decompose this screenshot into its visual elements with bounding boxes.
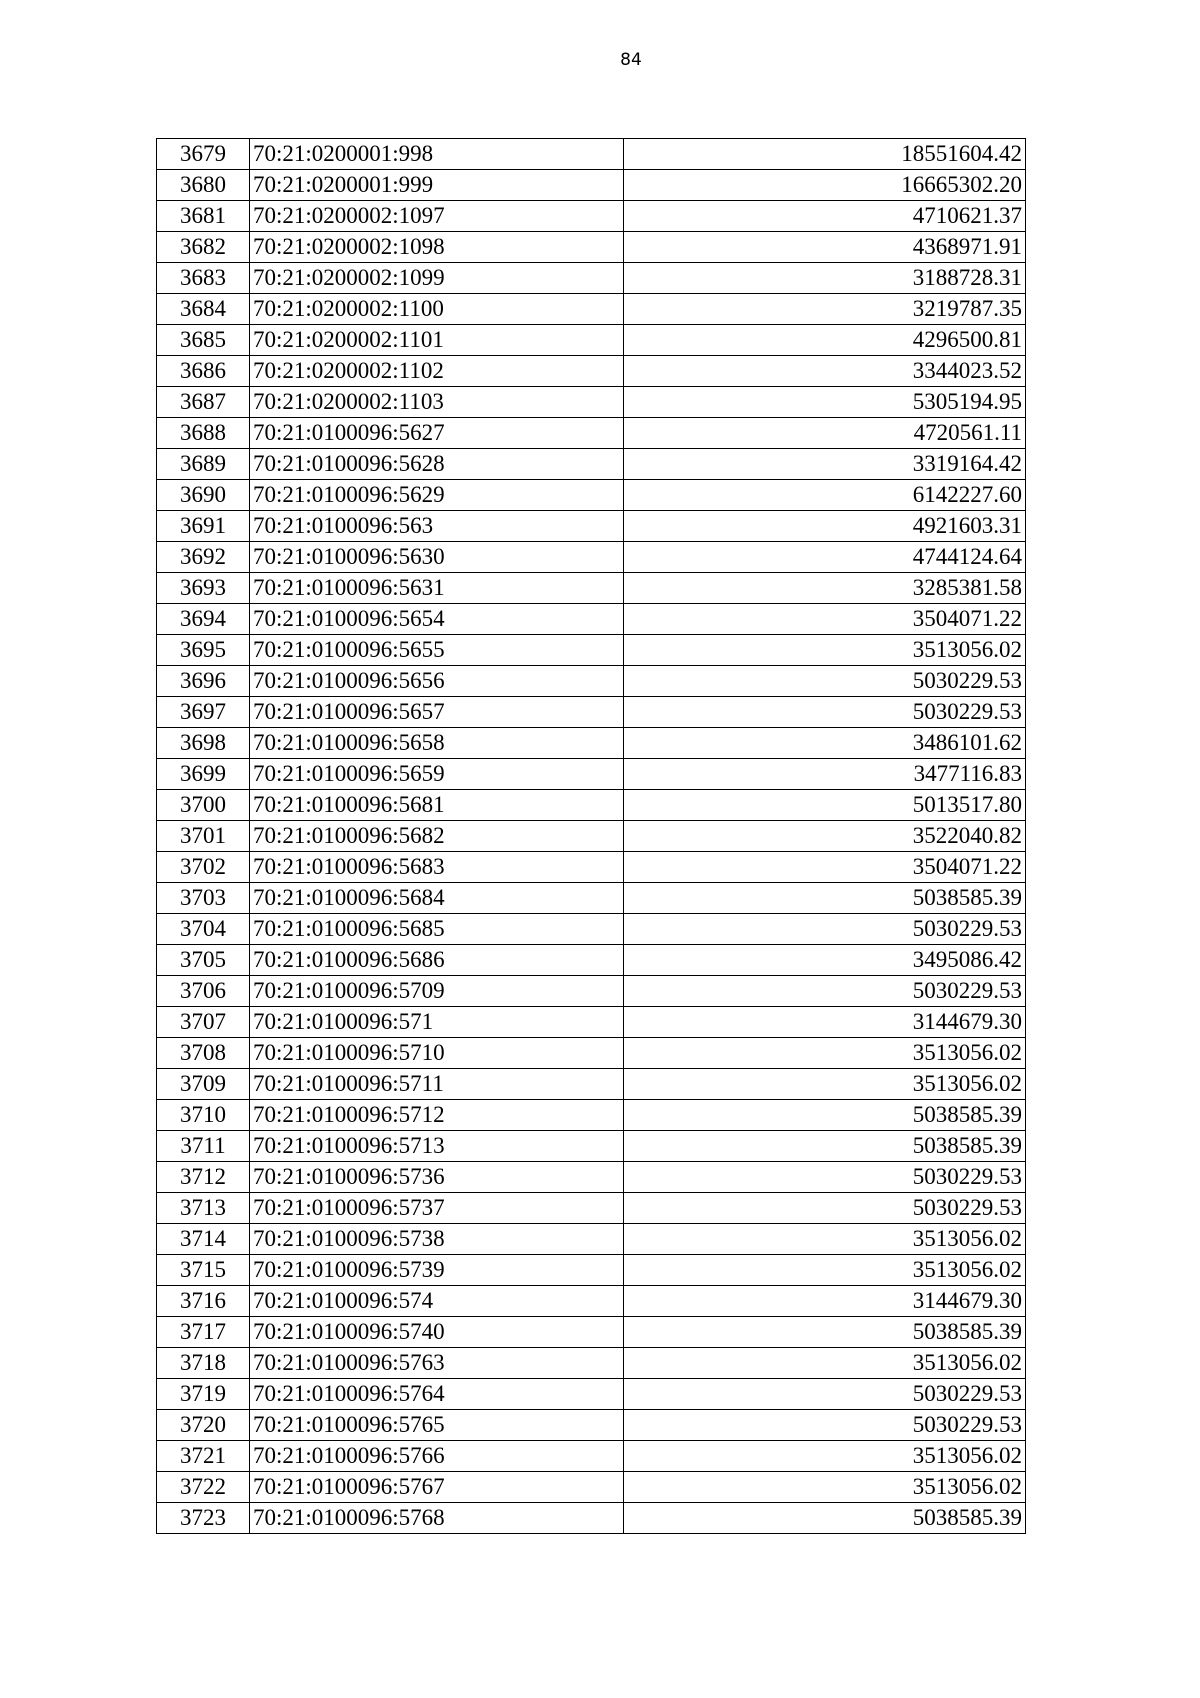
cadastral-number-cell: 70:21:0100096:5681 [250,790,624,821]
table-row [157,945,1026,976]
value-cell: 3513056.02 [624,1441,1026,1472]
cadastral-number-cell: 70:21:0100096:5629 [250,480,624,511]
value-cell: 5038585.39 [624,1503,1026,1534]
value-cell: 16665302.20 [624,170,1026,201]
row-number-cell: 3705 [157,945,250,976]
table-body [157,139,1026,1534]
cadastral-number-cell: 70:21:0100096:563 [250,511,624,542]
table-row [157,263,1026,294]
value-cell: 3513056.02 [624,1348,1026,1379]
value-cell: 3495086.42 [624,945,1026,976]
value-cell: 5038585.39 [624,883,1026,914]
value-cell: 5013517.80 [624,790,1026,821]
cadastral-number-cell: 70:21:0100096:5628 [250,449,624,480]
row-number-cell: 3700 [157,790,250,821]
table-row [157,1224,1026,1255]
value-cell: 5030229.53 [624,976,1026,1007]
cadastral-number-cell: 70:21:0100096:5654 [250,604,624,635]
row-number-cell: 3682 [157,232,250,263]
cadastral-number-cell: 70:21:0100096:5709 [250,976,624,1007]
cadastral-number-cell: 70:21:0100096:5685 [250,914,624,945]
table-row [157,170,1026,201]
cadastral-number-cell: 70:21:0200002:1102 [250,356,624,387]
table-row [157,1286,1026,1317]
cadastral-number-cell: 70:21:0100096:5711 [250,1069,624,1100]
value-cell: 3344023.52 [624,356,1026,387]
row-number-cell: 3696 [157,666,250,697]
value-cell: 5038585.39 [624,1317,1026,1348]
cadastral-number-cell: 70:21:0100096:5656 [250,666,624,697]
cadastral-number-cell: 70:21:0200002:1103 [250,387,624,418]
row-number-cell: 3679 [157,139,250,170]
value-cell: 3285381.58 [624,573,1026,604]
row-number-cell: 3711 [157,1131,250,1162]
value-cell: 5030229.53 [624,666,1026,697]
table-row [157,418,1026,449]
row-number-cell: 3699 [157,759,250,790]
cadastral-number-cell: 70:21:0200002:1101 [250,325,624,356]
cadastral-number-cell: 70:21:0100096:5630 [250,542,624,573]
value-cell: 4744124.64 [624,542,1026,573]
value-cell: 3504071.22 [624,852,1026,883]
table-row [157,1255,1026,1286]
cadastral-number-cell: 70:21:0100096:5765 [250,1410,624,1441]
table-row [157,1317,1026,1348]
cadastral-number-cell: 70:21:0100096:5736 [250,1162,624,1193]
row-number-cell: 3710 [157,1100,250,1131]
cadastral-number-cell: 70:21:0200002:1100 [250,294,624,325]
cadastral-number-cell: 70:21:0100096:5659 [250,759,624,790]
cadastral-number-cell: 70:21:0100096:5737 [250,1193,624,1224]
table-row [157,1038,1026,1069]
table-row [157,1193,1026,1224]
value-cell: 3513056.02 [624,1472,1026,1503]
cadastral-number-cell: 70:21:0200001:998 [250,139,624,170]
row-number-cell: 3695 [157,635,250,666]
row-number-cell: 3709 [157,1069,250,1100]
table-row [157,1472,1026,1503]
cadastral-number-cell: 70:21:0100096:5712 [250,1100,624,1131]
table-row [157,759,1026,790]
cadastral-number-cell: 70:21:0100096:5767 [250,1472,624,1503]
table-row [157,325,1026,356]
cadastral-number-cell: 70:21:0100096:5627 [250,418,624,449]
row-number-cell: 3707 [157,1007,250,1038]
cadastral-number-cell: 70:21:0100096:5631 [250,573,624,604]
value-cell: 3188728.31 [624,263,1026,294]
table-row [157,201,1026,232]
value-cell: 3513056.02 [624,1224,1026,1255]
table-row [157,511,1026,542]
value-cell: 4710621.37 [624,201,1026,232]
cadastral-number-cell: 70:21:0100096:5738 [250,1224,624,1255]
cadastral-number-cell: 70:21:0200002:1097 [250,201,624,232]
cadastral-number-cell: 70:21:0100096:5764 [250,1379,624,1410]
value-cell: 3513056.02 [624,1038,1026,1069]
row-number-cell: 3687 [157,387,250,418]
table-row [157,1441,1026,1472]
table-row [157,728,1026,759]
table-row [157,1162,1026,1193]
row-number-cell: 3680 [157,170,250,201]
table-row [157,914,1026,945]
row-number-cell: 3723 [157,1503,250,1534]
cadastral-number-cell: 70:21:0100096:5657 [250,697,624,728]
table-row [157,976,1026,1007]
table-row [157,1131,1026,1162]
value-cell: 5030229.53 [624,697,1026,728]
row-number-cell: 3685 [157,325,250,356]
row-number-cell: 3717 [157,1317,250,1348]
row-number-cell: 3721 [157,1441,250,1472]
cadastral-number-cell: 70:21:0200002:1098 [250,232,624,263]
cadastral-number-cell: 70:21:0100096:5740 [250,1317,624,1348]
cadastral-number-cell: 70:21:0100096:5768 [250,1503,624,1534]
cadastral-number-cell: 70:21:0100096:5655 [250,635,624,666]
value-cell: 3144679.30 [624,1286,1026,1317]
table-row [157,232,1026,263]
row-number-cell: 3686 [157,356,250,387]
row-number-cell: 3683 [157,263,250,294]
row-number-cell: 3701 [157,821,250,852]
table-row [157,1410,1026,1441]
value-cell: 3513056.02 [624,635,1026,666]
table-row [157,480,1026,511]
table-row [157,1069,1026,1100]
value-cell: 5038585.39 [624,1131,1026,1162]
value-cell: 3513056.02 [624,1069,1026,1100]
table-row [157,852,1026,883]
row-number-cell: 3718 [157,1348,250,1379]
row-number-cell: 3719 [157,1379,250,1410]
table-row [157,294,1026,325]
value-cell: 5030229.53 [624,1410,1026,1441]
row-number-cell: 3716 [157,1286,250,1317]
value-cell: 4368971.91 [624,232,1026,263]
row-number-cell: 3722 [157,1472,250,1503]
row-number-cell: 3706 [157,976,250,1007]
table-row [157,449,1026,480]
table-row [157,387,1026,418]
row-number-cell: 3698 [157,728,250,759]
value-cell: 5030229.53 [624,914,1026,945]
row-number-cell: 3708 [157,1038,250,1069]
cadastral-number-cell: 70:21:0100096:571 [250,1007,624,1038]
value-cell: 3319164.42 [624,449,1026,480]
page-number: 84 [620,50,642,70]
value-cell: 5030229.53 [624,1162,1026,1193]
row-number-cell: 3714 [157,1224,250,1255]
table-row [157,883,1026,914]
value-cell: 3477116.83 [624,759,1026,790]
cadastral-number-cell: 70:21:0100096:5684 [250,883,624,914]
table-row [157,1348,1026,1379]
cadastral-number-cell: 70:21:0100096:5682 [250,821,624,852]
table-row [157,697,1026,728]
table-row [157,139,1026,170]
row-number-cell: 3715 [157,1255,250,1286]
value-cell: 4921603.31 [624,511,1026,542]
value-cell: 3144679.30 [624,1007,1026,1038]
row-number-cell: 3681 [157,201,250,232]
row-number-cell: 3689 [157,449,250,480]
cadastral-number-cell: 70:21:0100096:5658 [250,728,624,759]
table-row [157,573,1026,604]
value-cell: 5305194.95 [624,387,1026,418]
cadastral-number-cell: 70:21:0200001:999 [250,170,624,201]
value-cell: 3504071.22 [624,604,1026,635]
table-row [157,1503,1026,1534]
data-table [156,138,1026,1534]
row-number-cell: 3691 [157,511,250,542]
row-number-cell: 3690 [157,480,250,511]
cadastral-number-cell: 70:21:0100096:5763 [250,1348,624,1379]
cadastral-number-cell: 70:21:0100096:5766 [250,1441,624,1472]
row-number-cell: 3697 [157,697,250,728]
table-row [157,1379,1026,1410]
value-cell: 3522040.82 [624,821,1026,852]
cadastral-number-cell: 70:21:0100096:5739 [250,1255,624,1286]
table-row [157,604,1026,635]
value-cell: 3219787.35 [624,294,1026,325]
row-number-cell: 3694 [157,604,250,635]
cadastral-number-cell: 70:21:0100096:5710 [250,1038,624,1069]
value-cell: 6142227.60 [624,480,1026,511]
table-row [157,821,1026,852]
value-cell: 3486101.62 [624,728,1026,759]
table-row [157,1007,1026,1038]
value-cell: 18551604.42 [624,139,1026,170]
row-number-cell: 3720 [157,1410,250,1441]
row-number-cell: 3684 [157,294,250,325]
value-cell: 3513056.02 [624,1255,1026,1286]
cadastral-number-cell: 70:21:0100096:5713 [250,1131,624,1162]
row-number-cell: 3693 [157,573,250,604]
table-row [157,542,1026,573]
row-number-cell: 3692 [157,542,250,573]
row-number-cell: 3704 [157,914,250,945]
row-number-cell: 3712 [157,1162,250,1193]
cadastral-number-cell: 70:21:0100096:5683 [250,852,624,883]
table-row [157,1100,1026,1131]
cadastral-number-cell: 70:21:0200002:1099 [250,263,624,294]
table-row [157,790,1026,821]
cadastral-number-cell: 70:21:0100096:574 [250,1286,624,1317]
value-cell: 4720561.11 [624,418,1026,449]
value-cell: 5030229.53 [624,1193,1026,1224]
row-number-cell: 3702 [157,852,250,883]
value-cell: 5038585.39 [624,1100,1026,1131]
value-cell: 4296500.81 [624,325,1026,356]
table-row [157,356,1026,387]
row-number-cell: 3713 [157,1193,250,1224]
row-number-cell: 3688 [157,418,250,449]
row-number-cell: 3703 [157,883,250,914]
cadastral-number-cell: 70:21:0100096:5686 [250,945,624,976]
table-row [157,666,1026,697]
table-row [157,635,1026,666]
value-cell: 5030229.53 [624,1379,1026,1410]
